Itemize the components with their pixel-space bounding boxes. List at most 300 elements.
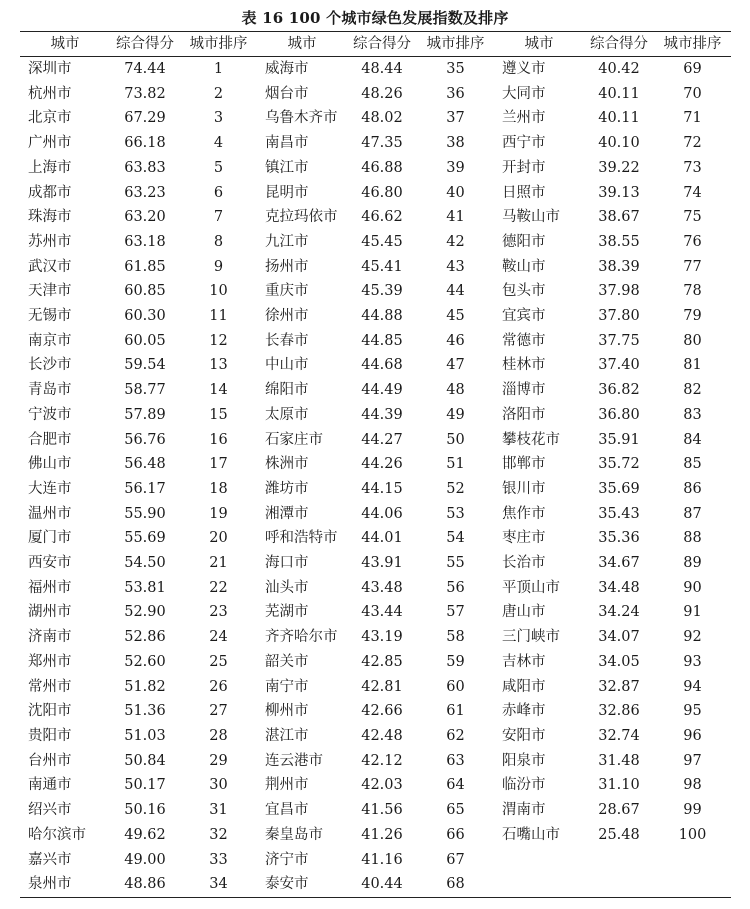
city-name-cell: 安阳市 bbox=[502, 727, 546, 744]
score-cell: 49.62 bbox=[124, 826, 166, 843]
table-row bbox=[20, 82, 731, 107]
table-row bbox=[20, 675, 731, 700]
rank-cell: 9 bbox=[213, 258, 224, 275]
table-row bbox=[20, 452, 731, 477]
rank-cell: 61 bbox=[446, 703, 465, 720]
city-name-cell: 南通市 bbox=[28, 777, 72, 794]
header-rank: 城市排序 bbox=[654, 32, 731, 57]
rank-cell: 90 bbox=[683, 579, 702, 596]
rank-cell: 51 bbox=[446, 456, 465, 473]
rank-cell: 13 bbox=[209, 357, 228, 374]
rank-cell: 38 bbox=[446, 135, 465, 152]
city-name-cell bbox=[494, 872, 584, 897]
score-cell: 44.68 bbox=[361, 357, 403, 374]
table-row bbox=[20, 551, 731, 576]
score-cell: 45.39 bbox=[361, 283, 403, 300]
table-row bbox=[20, 600, 731, 625]
rank-cell: 86 bbox=[683, 480, 702, 497]
table-row bbox=[20, 502, 731, 527]
rank-cell: 42 bbox=[446, 233, 465, 250]
city-name-cell: 日照市 bbox=[502, 184, 546, 201]
city-name-cell: 马鞍山市 bbox=[502, 209, 560, 226]
score-cell: 52.90 bbox=[124, 604, 166, 621]
score-cell: 44.39 bbox=[361, 406, 403, 423]
city-name-cell: 临汾市 bbox=[502, 777, 546, 794]
score-cell: 42.85 bbox=[361, 653, 403, 670]
rank-cell: 81 bbox=[683, 357, 702, 374]
rank-cell: 99 bbox=[683, 802, 702, 819]
score-cell: 50.16 bbox=[124, 802, 166, 819]
header-score: 综合得分 bbox=[584, 32, 654, 57]
score-cell: 53.81 bbox=[124, 579, 166, 596]
rank-cell: 70 bbox=[683, 85, 702, 102]
city-name-cell: 福州市 bbox=[28, 579, 72, 596]
rank-cell: 92 bbox=[683, 629, 702, 646]
score-cell: 37.98 bbox=[598, 283, 640, 300]
rank-cell: 56 bbox=[446, 579, 465, 596]
rank-cell bbox=[654, 872, 731, 897]
score-cell: 34.67 bbox=[598, 555, 640, 572]
rank-cell: 98 bbox=[683, 777, 702, 794]
score-cell: 74.44 bbox=[124, 61, 166, 77]
city-name-cell: 荆州市 bbox=[265, 777, 309, 794]
score-cell: 37.75 bbox=[598, 332, 640, 349]
city-name-cell: 无锡市 bbox=[28, 308, 72, 325]
rank-cell: 37 bbox=[446, 110, 465, 127]
city-name-cell: 桂林市 bbox=[502, 357, 546, 374]
city-name-cell: 天津市 bbox=[28, 283, 72, 300]
city-name-cell: 秦皇岛市 bbox=[265, 826, 323, 843]
rank-cell: 18 bbox=[209, 480, 228, 497]
rank-cell: 71 bbox=[683, 110, 702, 127]
city-name-cell: 常州市 bbox=[28, 678, 72, 695]
rank-cell bbox=[654, 848, 731, 873]
table-row bbox=[20, 106, 731, 131]
rank-cell: 28 bbox=[209, 727, 228, 744]
score-cell: 60.30 bbox=[124, 308, 166, 325]
city-name-cell: 扬州市 bbox=[265, 258, 309, 275]
city-name-cell: 焦作市 bbox=[502, 505, 546, 522]
score-cell: 38.67 bbox=[598, 209, 640, 226]
rank-cell: 49 bbox=[446, 406, 465, 423]
rank-cell: 95 bbox=[683, 703, 702, 720]
rank-cell: 26 bbox=[209, 678, 228, 695]
city-name-cell: 泉州市 bbox=[20, 872, 110, 897]
score-cell: 44.15 bbox=[361, 480, 403, 497]
city-name-cell: 呼和浩特市 bbox=[265, 530, 338, 547]
rank-cell: 57 bbox=[446, 604, 465, 621]
score-cell: 39.22 bbox=[598, 159, 640, 176]
rank-cell: 40 bbox=[446, 184, 465, 201]
city-name-cell: 银川市 bbox=[502, 480, 546, 497]
score-cell: 51.82 bbox=[124, 678, 166, 695]
table-row bbox=[20, 798, 731, 823]
score-cell: 44.85 bbox=[361, 332, 403, 349]
score-cell: 42.48 bbox=[361, 727, 403, 744]
city-name-cell: 苏州市 bbox=[28, 233, 72, 250]
city-name-cell: 九江市 bbox=[265, 233, 309, 250]
score-cell: 61.85 bbox=[124, 258, 166, 275]
score-cell: 66.18 bbox=[124, 135, 166, 152]
score-cell: 44.26 bbox=[361, 456, 403, 473]
score-cell: 52.86 bbox=[124, 629, 166, 646]
score-cell: 51.36 bbox=[124, 703, 166, 720]
city-name-cell: 烟台市 bbox=[265, 85, 309, 102]
rank-cell: 39 bbox=[446, 159, 465, 176]
rank-cell: 35 bbox=[446, 61, 465, 77]
score-cell: 60.85 bbox=[124, 283, 166, 300]
table-row bbox=[20, 526, 731, 551]
score-cell: 57.89 bbox=[124, 406, 166, 423]
city-name-cell: 汕头市 bbox=[265, 579, 309, 596]
rank-cell: 15 bbox=[209, 406, 228, 423]
table-row bbox=[20, 329, 731, 354]
score-cell: 43.91 bbox=[361, 555, 403, 572]
rank-cell: 45 bbox=[446, 308, 465, 325]
city-name-cell: 潍坊市 bbox=[265, 480, 309, 497]
rank-cell: 87 bbox=[683, 505, 702, 522]
rank-cell: 53 bbox=[446, 505, 465, 522]
rank-cell: 75 bbox=[683, 209, 702, 226]
score-cell: 34.24 bbox=[598, 604, 640, 621]
rank-cell: 17 bbox=[209, 456, 228, 473]
rank-cell: 85 bbox=[683, 456, 702, 473]
score-cell: 60.05 bbox=[124, 332, 166, 349]
rank-cell: 72 bbox=[683, 135, 702, 152]
rank-cell: 94 bbox=[683, 678, 702, 695]
rank-cell: 78 bbox=[683, 283, 702, 300]
rank-cell: 97 bbox=[683, 752, 702, 769]
city-name-cell: 北京市 bbox=[28, 110, 72, 127]
header-city: 城市 bbox=[20, 32, 110, 57]
table-row bbox=[20, 477, 731, 502]
city-name-cell: 攀枝花市 bbox=[502, 431, 560, 448]
score-cell: 40.11 bbox=[598, 85, 640, 102]
score-cell: 45.41 bbox=[361, 258, 403, 275]
rank-cell: 2 bbox=[213, 85, 224, 102]
city-name-cell: 徐州市 bbox=[265, 308, 309, 325]
score-cell: 46.62 bbox=[361, 209, 403, 226]
header-rank: 城市排序 bbox=[417, 32, 494, 57]
city-name-cell: 石家庄市 bbox=[265, 431, 323, 448]
city-name-cell: 宜昌市 bbox=[265, 802, 309, 819]
score-cell: 52.60 bbox=[124, 653, 166, 670]
table-row bbox=[20, 749, 731, 774]
rank-cell: 20 bbox=[209, 530, 228, 547]
city-name-cell: 柳州市 bbox=[265, 703, 309, 720]
header-score: 综合得分 bbox=[110, 32, 180, 57]
city-name-cell: 南宁市 bbox=[265, 678, 309, 695]
city-name-cell: 克拉玛依市 bbox=[265, 209, 338, 226]
rank-cell: 31 bbox=[209, 802, 228, 819]
rank-cell: 55 bbox=[446, 555, 465, 572]
city-name-cell: 西安市 bbox=[28, 555, 72, 572]
score-cell: 48.26 bbox=[361, 85, 403, 102]
score-cell: 40.10 bbox=[598, 135, 640, 152]
city-name-cell: 成都市 bbox=[28, 184, 72, 201]
city-name-cell: 哈尔滨市 bbox=[28, 826, 86, 843]
city-name-cell: 湘潭市 bbox=[265, 505, 309, 522]
score-cell: 46.88 bbox=[361, 159, 403, 176]
rank-cell: 32 bbox=[209, 826, 228, 843]
rank-cell: 19 bbox=[209, 505, 228, 522]
score-cell: 42.66 bbox=[361, 703, 403, 720]
rank-cell: 46 bbox=[446, 332, 465, 349]
score-cell: 56.17 bbox=[124, 480, 166, 497]
rank-cell: 10 bbox=[209, 283, 228, 300]
rank-cell: 7 bbox=[213, 209, 224, 226]
rank-cell: 11 bbox=[209, 308, 228, 325]
city-ranking-table bbox=[20, 31, 731, 898]
score-cell: 31.48 bbox=[598, 752, 640, 769]
city-name-cell: 淄博市 bbox=[502, 382, 546, 399]
score-cell: 32.74 bbox=[598, 727, 640, 744]
score-cell: 42.03 bbox=[361, 777, 403, 794]
city-name-cell: 常德市 bbox=[502, 332, 546, 349]
rank-cell: 58 bbox=[446, 629, 465, 646]
score-cell: 35.43 bbox=[598, 505, 640, 522]
rank-cell: 36 bbox=[446, 85, 465, 102]
city-name-cell: 郑州市 bbox=[28, 653, 72, 670]
score-cell: 58.77 bbox=[124, 382, 166, 399]
rank-cell: 83 bbox=[683, 406, 702, 423]
rank-cell: 52 bbox=[446, 480, 465, 497]
table-row bbox=[20, 279, 731, 304]
score-cell: 54.50 bbox=[124, 555, 166, 572]
city-name-cell: 沈阳市 bbox=[28, 703, 72, 720]
score-cell: 41.56 bbox=[361, 802, 403, 819]
city-name-cell: 三门峡市 bbox=[502, 629, 560, 646]
rank-cell: 73 bbox=[683, 159, 702, 176]
city-name-cell: 石嘴山市 bbox=[502, 826, 560, 843]
rank-cell: 27 bbox=[209, 703, 228, 720]
rank-cell: 6 bbox=[213, 184, 224, 201]
score-cell: 28.67 bbox=[598, 802, 640, 819]
score-cell: 43.19 bbox=[361, 629, 403, 646]
score-cell: 43.44 bbox=[361, 604, 403, 621]
table-row bbox=[20, 230, 731, 255]
table-row bbox=[20, 848, 731, 873]
city-name-cell: 包头市 bbox=[502, 283, 546, 300]
city-name-cell: 洛阳市 bbox=[502, 406, 546, 423]
table-row bbox=[20, 428, 731, 453]
score-cell: 55.90 bbox=[124, 505, 166, 522]
rank-cell: 82 bbox=[683, 382, 702, 399]
table-row bbox=[20, 823, 731, 848]
rank-cell: 5 bbox=[213, 159, 224, 176]
city-name-cell: 西宁市 bbox=[502, 135, 546, 152]
city-name-cell: 开封市 bbox=[502, 159, 546, 176]
city-name-cell: 长治市 bbox=[502, 555, 546, 572]
city-name-cell: 深圳市 bbox=[28, 61, 72, 77]
city-name-cell: 青岛市 bbox=[28, 382, 72, 399]
city-name-cell: 温州市 bbox=[28, 505, 72, 522]
score-cell: 37.40 bbox=[598, 357, 640, 374]
score-cell: 36.80 bbox=[598, 406, 640, 423]
score-cell: 25.48 bbox=[598, 826, 640, 843]
score-cell: 49.00 bbox=[124, 851, 166, 868]
city-name-cell: 咸阳市 bbox=[502, 678, 546, 695]
score-cell: 46.80 bbox=[361, 184, 403, 201]
city-name-cell: 台州市 bbox=[28, 752, 72, 769]
table-row bbox=[20, 724, 731, 749]
city-name-cell: 韶关市 bbox=[265, 653, 309, 670]
city-name-cell: 吉林市 bbox=[502, 653, 546, 670]
rank-cell: 14 bbox=[209, 382, 228, 399]
score-cell: 59.54 bbox=[124, 357, 166, 374]
score-cell: 73.82 bbox=[124, 85, 166, 102]
city-name-cell: 大连市 bbox=[28, 480, 72, 497]
city-name-cell: 珠海市 bbox=[28, 209, 72, 226]
score-cell: 35.69 bbox=[598, 480, 640, 497]
rank-cell: 54 bbox=[446, 530, 465, 547]
rank-cell: 84 bbox=[683, 431, 702, 448]
score-cell: 37.80 bbox=[598, 308, 640, 325]
rank-cell: 47 bbox=[446, 357, 465, 374]
score-cell: 32.87 bbox=[598, 678, 640, 695]
score-cell: 48.86 bbox=[110, 872, 180, 897]
score-cell: 48.02 bbox=[361, 110, 403, 127]
rank-cell: 12 bbox=[209, 332, 228, 349]
rank-cell: 65 bbox=[446, 802, 465, 819]
city-name-cell: 株洲市 bbox=[265, 456, 309, 473]
city-name-cell: 宜宾市 bbox=[502, 308, 546, 325]
city-name-cell: 平顶山市 bbox=[502, 579, 560, 596]
city-name-cell: 济宁市 bbox=[265, 851, 309, 868]
rank-cell: 48 bbox=[446, 382, 465, 399]
score-cell: 48.44 bbox=[361, 61, 403, 77]
score-cell: 56.48 bbox=[124, 456, 166, 473]
table-row bbox=[20, 205, 731, 230]
city-name-cell: 邯郸市 bbox=[502, 456, 546, 473]
rank-cell: 23 bbox=[209, 604, 228, 621]
city-name-cell: 枣庄市 bbox=[502, 530, 546, 547]
score-cell: 55.69 bbox=[124, 530, 166, 547]
rank-cell: 68 bbox=[417, 872, 494, 897]
city-name-cell: 威海市 bbox=[265, 61, 309, 77]
table-row bbox=[20, 699, 731, 724]
table-row bbox=[20, 181, 731, 206]
score-cell: 35.36 bbox=[598, 530, 640, 547]
score-cell: 45.45 bbox=[361, 233, 403, 250]
table-row bbox=[20, 403, 731, 428]
score-cell: 34.48 bbox=[598, 579, 640, 596]
rank-cell: 33 bbox=[209, 851, 228, 868]
score-cell: 44.49 bbox=[361, 382, 403, 399]
city-name-cell: 上海市 bbox=[28, 159, 72, 176]
city-name-cell: 南京市 bbox=[28, 332, 72, 349]
table-row bbox=[20, 255, 731, 280]
rank-cell: 77 bbox=[683, 258, 702, 275]
score-cell: 44.06 bbox=[361, 505, 403, 522]
header-city: 城市 bbox=[494, 32, 584, 57]
score-cell bbox=[584, 848, 654, 873]
rank-cell: 91 bbox=[683, 604, 702, 621]
city-name-cell: 湛江市 bbox=[265, 727, 309, 744]
city-name-cell: 厦门市 bbox=[28, 530, 72, 547]
score-cell: 35.91 bbox=[598, 431, 640, 448]
score-cell: 67.29 bbox=[124, 110, 166, 127]
rank-cell: 74 bbox=[683, 184, 702, 201]
rank-cell: 50 bbox=[446, 431, 465, 448]
header-city: 城市 bbox=[257, 32, 347, 57]
score-cell: 51.03 bbox=[124, 727, 166, 744]
table-title: 表 16 100 个城市绿色发展指数及排序 bbox=[241, 9, 509, 27]
city-name-cell: 中山市 bbox=[265, 357, 309, 374]
city-name-cell: 德阳市 bbox=[502, 233, 546, 250]
table-row bbox=[20, 625, 731, 650]
rank-cell: 79 bbox=[683, 308, 702, 325]
rank-cell: 34 bbox=[180, 872, 257, 897]
city-name-cell: 杭州市 bbox=[28, 85, 72, 102]
score-cell: 34.07 bbox=[598, 629, 640, 646]
score-cell: 40.11 bbox=[598, 110, 640, 127]
rank-cell: 59 bbox=[446, 653, 465, 670]
table-row bbox=[20, 57, 731, 82]
rank-cell: 41 bbox=[446, 209, 465, 226]
city-name-cell: 渭南市 bbox=[502, 802, 546, 819]
score-cell: 40.42 bbox=[598, 61, 640, 77]
city-name-cell: 武汉市 bbox=[28, 258, 72, 275]
city-name-cell: 连云港市 bbox=[265, 752, 323, 769]
header-score: 综合得分 bbox=[347, 32, 417, 57]
city-name-cell: 长春市 bbox=[265, 332, 309, 349]
score-cell: 43.48 bbox=[361, 579, 403, 596]
rank-cell: 63 bbox=[446, 752, 465, 769]
score-cell: 63.18 bbox=[124, 233, 166, 250]
rank-cell: 60 bbox=[446, 678, 465, 695]
rank-cell: 62 bbox=[446, 727, 465, 744]
score-cell: 50.17 bbox=[124, 777, 166, 794]
city-name-cell: 芜湖市 bbox=[265, 604, 309, 621]
rank-cell: 43 bbox=[446, 258, 465, 275]
score-cell: 44.88 bbox=[361, 308, 403, 325]
score-cell: 35.72 bbox=[598, 456, 640, 473]
table-row bbox=[20, 650, 731, 675]
city-name-cell: 重庆市 bbox=[265, 283, 309, 300]
score-cell: 42.81 bbox=[361, 678, 403, 695]
rank-cell: 22 bbox=[209, 579, 228, 596]
city-name-cell: 阳泉市 bbox=[502, 752, 546, 769]
city-name-cell: 佛山市 bbox=[28, 456, 72, 473]
score-cell: 63.83 bbox=[124, 159, 166, 176]
city-name-cell: 赤峰市 bbox=[502, 703, 546, 720]
table-row bbox=[20, 378, 731, 403]
rank-cell: 66 bbox=[446, 826, 465, 843]
score-cell bbox=[584, 872, 654, 897]
city-name-cell: 昆明市 bbox=[265, 184, 309, 201]
rank-cell: 76 bbox=[683, 233, 702, 250]
city-name-cell: 长沙市 bbox=[28, 357, 72, 374]
city-name-cell: 济南市 bbox=[28, 629, 72, 646]
table-body bbox=[20, 57, 731, 898]
city-name-cell: 绵阳市 bbox=[265, 382, 309, 399]
city-name-cell: 贵阳市 bbox=[28, 727, 72, 744]
rank-cell: 80 bbox=[683, 332, 702, 349]
rank-cell: 25 bbox=[209, 653, 228, 670]
city-name-cell: 镇江市 bbox=[265, 159, 309, 176]
city-name-cell: 合肥市 bbox=[28, 431, 72, 448]
score-cell: 44.01 bbox=[361, 530, 403, 547]
score-cell: 44.27 bbox=[361, 431, 403, 448]
score-cell: 47.35 bbox=[361, 135, 403, 152]
score-cell: 39.13 bbox=[598, 184, 640, 201]
city-name-cell: 湖州市 bbox=[28, 604, 72, 621]
rank-cell: 44 bbox=[446, 283, 465, 300]
city-name-cell: 鞍山市 bbox=[502, 258, 546, 275]
rank-cell: 30 bbox=[209, 777, 228, 794]
table-row bbox=[20, 353, 731, 378]
